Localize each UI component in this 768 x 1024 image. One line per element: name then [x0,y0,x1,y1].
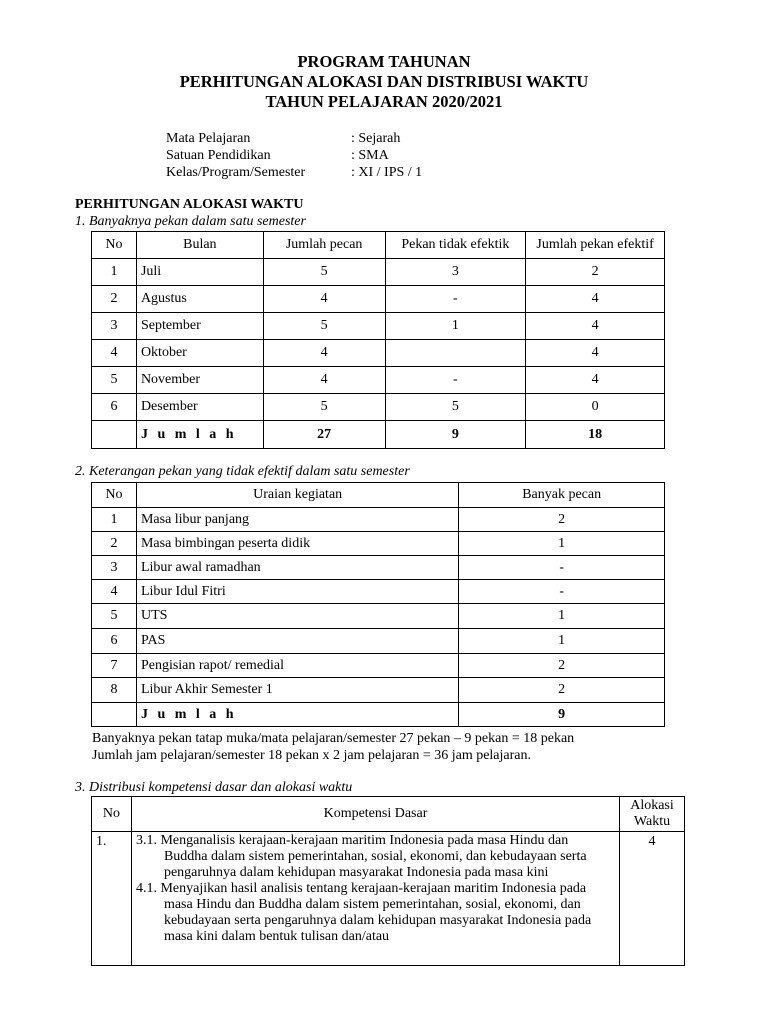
cell-banyak: - [459,580,665,604]
cell-uraian: Libur Akhir Semester 1 [136,678,458,703]
cell-kompetensi-dasar [131,832,619,966]
kd-4-1: 4.1. Menyajikan hasil analisis tentang kerajaan-kerajaan maritim Indonesia pada masa Hindu dan Buddha dalam sistem pemerintahan, sosial, ekonomi, dan kebudayaan serta pengaruhnya dalam kehidupan masyarakat Indonesia pada masa kini dalam bentuk tulisan dan/atau [135,881,592,944]
cell-uraian: Libur Idul Fitri [136,580,458,604]
total-label: J u m l a h [136,421,263,449]
table-row [92,532,665,556]
cell-no: 6 [92,394,137,421]
cell-tidak-efektif [385,340,526,367]
cell-efektif: 2 [526,259,665,286]
cell-bulan: Oktober [136,340,263,367]
cell-banyak: 2 [459,678,665,703]
table-total-row [92,703,665,727]
section-heading: PERHITUNGAN ALOKASI WAKTU [75,197,304,212]
cell-uraian: PAS [136,629,458,654]
cell-empty [92,421,137,449]
table-row [92,832,685,966]
note-pekan-tatap-muka: Banyaknya pekan tatap muka/mata pelajaran/semester 27 pekan – 9 pekan = 18 pekan [92,731,575,746]
cell-bulan: Desember [136,394,263,421]
cell-bulan: Agustus [136,286,263,313]
table-row [92,629,665,654]
total-label: J u m l a h [136,703,458,727]
cell-no: 8 [92,678,137,703]
table3-heading: 3. Distribusi kompetensi dasar dan alokasi waktu [75,780,353,795]
table-header-row [92,797,685,832]
cell-banyak: 1 [459,532,665,556]
meta-label: Kelas/Program/Semester [166,165,306,180]
note-jam-pelajaran: Jumlah jam pelajaran/semester 18 pekan x 2 jam pelajaran = 36 jam pelajaran. [92,748,532,763]
cell-jumlah: 4 [263,340,385,367]
cell-empty [92,703,137,727]
meta-label: Satuan Pendidikan [166,148,271,163]
cell-no: 6 [92,629,137,654]
cell-banyak: 1 [459,629,665,654]
cell-no: 3 [92,313,137,340]
table-row [92,394,665,421]
cell-efektif: 0 [526,394,665,421]
cell-jumlah: 5 [263,394,385,421]
cell-bulan: Juli [136,259,263,286]
header-no: No [92,483,137,508]
header-bulan: Bulan [136,232,263,259]
header-alokasi-waktu [620,797,685,832]
cell-jumlah: 5 [263,259,385,286]
header-no: No [92,232,137,259]
table-row [92,508,665,532]
cell-uraian: UTS [136,604,458,629]
cell-alokasi: 4 [620,832,685,966]
cell-no: 7 [92,654,137,678]
table2-heading: 2. Keterangan pekan yang tidak efektif dalam satu semester [75,464,410,479]
table-row [92,259,665,286]
cell-bulan: November [136,367,263,394]
cell-uraian: Libur awal ramadhan [136,556,458,580]
total-efektif: 18 [526,421,665,449]
cell-no: 1. [92,832,132,966]
cell-banyak: 1 [459,604,665,629]
total-value: 9 [459,703,665,727]
cell-no: 5 [92,367,137,394]
header-jumlah-pecan: Jumlah pecan [263,232,385,259]
kd-3-1: 3.1. Menganalisis kerajaan-kerajaan maritim Indonesia pada masa Hindu dan Buddha dalam sistem pemerintahan, sosial, ekonomi, dan kebudayaan serta pengaruhnya dalam kehidupan masyarakat Indonesia pada masa kini [135,833,587,880]
cell-tidak-efektif: 1 [385,313,526,340]
table-row [92,580,665,604]
table-total-row [92,421,665,449]
table-row [92,313,665,340]
cell-jumlah: 4 [263,367,385,394]
cell-jumlah: 4 [263,286,385,313]
header-uraian: Uraian kegiatan [136,483,458,508]
header-jumlah-pekan-efektif: Jumlah pekan efektif [526,232,665,259]
table-row [92,604,665,629]
cell-uraian: Masa bimbingan peserta didik [136,532,458,556]
table1-heading: 1. Banyaknya pekan dalam satu semester [75,214,306,229]
table-row [92,286,665,313]
table-row [92,556,665,580]
table-row [92,367,665,394]
cell-tidak-efektif: 5 [385,394,526,421]
meta-value: : Sejarah [351,131,401,146]
cell-tidak-efektif: - [385,286,526,313]
cell-tidak-efektif: 3 [385,259,526,286]
cell-banyak: - [459,556,665,580]
cell-efektif: 4 [526,286,665,313]
header-banyak-pecan: Banyak pecan [459,483,665,508]
header-alokasi-line2: Waktu [633,814,671,829]
table-row [92,340,665,367]
cell-no: 2 [92,532,137,556]
table-row [92,654,665,678]
table-row [92,678,665,703]
cell-efektif: 4 [526,313,665,340]
table-distribusi-kd [91,796,685,966]
cell-no: 1 [92,259,137,286]
table-header-row [92,232,665,259]
cell-no: 5 [92,604,137,629]
total-jumlah: 27 [263,421,385,449]
cell-no: 2 [92,286,137,313]
cell-jumlah: 5 [263,313,385,340]
meta-value: : XI / IPS / 1 [351,165,423,180]
meta-label: Mata Pelajaran [166,131,251,146]
header-pekan-tidak-efektif: Pekan tidak efektik [385,232,526,259]
header-alokasi-line1: Alokasi [630,798,674,813]
table-pekan-semester [91,231,665,449]
cell-uraian: Masa libur panjang [136,508,458,532]
total-tidak-efektif: 9 [385,421,526,449]
cell-banyak: 2 [459,654,665,678]
cell-efektif: 4 [526,367,665,394]
cell-no: 1 [92,508,137,532]
cell-no: 4 [92,340,137,367]
header-kompetensi-dasar: Kompetensi Dasar [131,797,619,832]
document-title-line1: PROGRAM TAHUNAN [297,52,471,71]
document-title-line3: TAHUN PELAJARAN 2020/2021 [265,92,503,111]
cell-tidak-efektif: - [385,367,526,394]
meta-value: : SMA [351,148,389,163]
cell-no: 4 [92,580,137,604]
table-pekan-tidak-efektif [91,482,665,727]
cell-efektif: 4 [526,340,665,367]
table-header-row [92,483,665,508]
cell-no: 3 [92,556,137,580]
cell-banyak: 2 [459,508,665,532]
header-no: No [92,797,132,832]
document-title-line2: PERHITUNGAN ALOKASI DAN DISTRIBUSI WAKTU [179,72,589,91]
cell-uraian: Pengisian rapot/ remedial [136,654,458,678]
cell-bulan: September [136,313,263,340]
